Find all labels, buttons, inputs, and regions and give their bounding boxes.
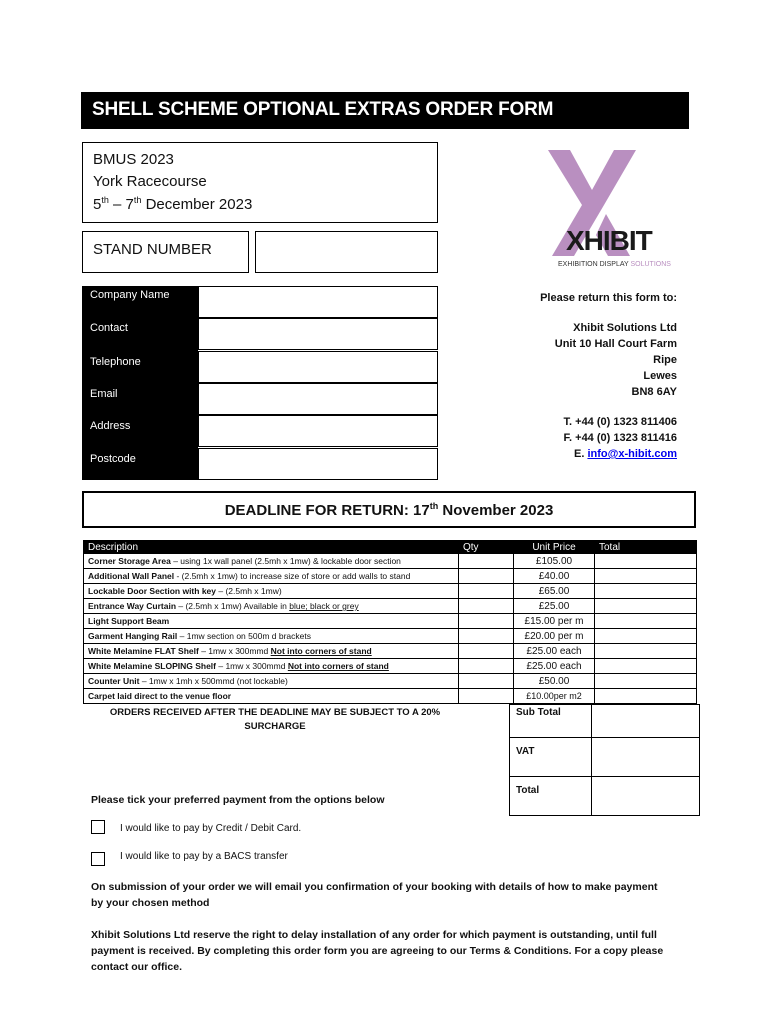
totals-table — [509, 704, 700, 816]
field-label: Email — [90, 388, 118, 400]
qty-input[interactable] — [459, 629, 514, 644]
event-dates: 5th – 7th December 2023 — [93, 195, 253, 213]
return-heading: Please return this form to: — [540, 292, 677, 304]
return-fax: F. +44 (0) 1323 811416 — [563, 432, 677, 444]
field-telephone — [82, 351, 438, 383]
total-input[interactable] — [595, 614, 697, 629]
table-row — [84, 644, 697, 659]
unit-price: £20.00 per m — [514, 629, 595, 644]
field-label: Telephone — [90, 356, 141, 368]
return-line: Xhibit Solutions Ltd — [573, 322, 677, 334]
unit-price: £25.00 each — [514, 644, 595, 659]
event-venue: York Racecourse — [93, 173, 207, 190]
deadline-box — [82, 491, 696, 528]
stand-number-label-box — [82, 231, 249, 273]
extras-table — [83, 540, 697, 704]
table-row — [84, 569, 697, 584]
qty-input[interactable] — [459, 659, 514, 674]
stand-number-label: STAND NUMBER — [93, 241, 212, 258]
table-row — [84, 674, 697, 689]
vat-label: VAT — [510, 738, 592, 777]
unit-price: £25.00 — [514, 599, 595, 614]
total-input[interactable] — [595, 554, 697, 569]
item-description: Light Support Beam — [84, 614, 459, 629]
telephone-input[interactable] — [198, 351, 438, 383]
grand-total-input[interactable] — [592, 777, 700, 816]
item-description: Corner Storage Area – using 1x wall panel (2.5mh x 1mw) & lockable door section — [84, 554, 459, 569]
item-description: Garment Hanging Rail – 1mw section on 500m d brackets — [84, 629, 459, 644]
pay-card-label: I would like to pay by Credit / Debit Card. — [120, 823, 302, 834]
pay-bacs-label: I would like to pay by a BACS transfer — [120, 851, 288, 862]
company-name-input[interactable] — [198, 286, 438, 318]
return-line: Ripe — [653, 354, 677, 366]
qty-input[interactable] — [459, 554, 514, 569]
table-row — [84, 689, 697, 704]
field-address — [82, 415, 438, 447]
contact-fields — [82, 286, 438, 480]
xhibit-logo — [540, 150, 680, 270]
pay-bacs-checkbox[interactable] — [91, 852, 105, 866]
table-row — [84, 584, 697, 599]
total-input[interactable] — [595, 569, 697, 584]
return-email-line: E. info@x-hibit.com — [573, 448, 677, 460]
surcharge-note: ORDERS RECEIVED AFTER THE DEADLINE MAY BE SUBJECT TO A 20% SURCHARGE — [109, 707, 441, 732]
event-name: BMUS 2023 — [93, 151, 174, 168]
event-info-box — [82, 142, 438, 223]
header-total: Total — [595, 541, 697, 554]
sub-total-input[interactable] — [592, 705, 700, 738]
header-unit-price: Unit Price — [514, 541, 595, 554]
return-line: Unit 10 Hall Court Farm — [554, 338, 677, 350]
pay-card-checkbox[interactable] — [91, 820, 105, 834]
table-row — [84, 599, 697, 614]
header-qty: Qty — [459, 541, 514, 554]
unit-price: £105.00 — [514, 554, 595, 569]
grand-total-label: Total — [510, 777, 592, 816]
header-description: Description — [84, 541, 459, 554]
item-description: White Melamine SLOPING Shelf – 1mw x 300mmd Not into corners of stand — [84, 659, 459, 674]
postcode-input[interactable] — [198, 448, 438, 480]
logo-tagline: EXHIBITION DISPLAY SOLUTIONS — [558, 261, 671, 268]
form-title-bar — [81, 92, 689, 129]
return-address — [457, 290, 677, 462]
field-label: Contact — [90, 322, 128, 334]
field-email — [82, 383, 438, 415]
qty-input[interactable] — [459, 689, 514, 704]
table-row — [84, 659, 697, 674]
table-row — [84, 554, 697, 569]
item-description: White Melamine FLAT Shelf – 1mw x 300mmd Not into corners of stand — [84, 644, 459, 659]
address-input[interactable] — [198, 415, 438, 447]
unit-price: £25.00 each — [514, 659, 595, 674]
unit-price: £50.00 — [514, 674, 595, 689]
return-telephone: T. +44 (0) 1323 811406 — [563, 416, 677, 428]
stand-number-input[interactable] — [255, 231, 438, 273]
qty-input[interactable] — [459, 614, 514, 629]
confirmation-note: On submission of your order we will email you confirmation of your booking with details of how to make payment by your chosen method — [91, 881, 658, 909]
item-description: Counter Unit – 1mw x 1mh x 500mmd (not lockable) — [84, 674, 459, 689]
item-description: Entrance Way Curtain – (2.5mh x 1mw) Available in blue; black or grey — [84, 599, 459, 614]
total-input[interactable] — [595, 689, 697, 704]
field-contact — [82, 318, 438, 350]
email-input[interactable] — [198, 383, 438, 415]
unit-price: £10.00per m2 — [514, 689, 595, 704]
return-line: Lewes — [643, 370, 677, 382]
field-label: Postcode — [90, 453, 136, 465]
item-description: Carpet laid direct to the venue floor — [84, 689, 459, 704]
table-row — [84, 614, 697, 629]
total-input[interactable] — [595, 584, 697, 599]
qty-input[interactable] — [459, 674, 514, 689]
return-line: BN8 6AY — [631, 386, 677, 398]
item-description: Additional Wall Panel - (2.5mh x 1mw) to increase size of store or add walls to stand — [84, 569, 459, 584]
total-input[interactable] — [595, 629, 697, 644]
form-title: SHELL SCHEME OPTIONAL EXTRAS ORDER FORM — [92, 99, 554, 120]
unit-price: £40.00 — [514, 569, 595, 584]
qty-input[interactable] — [459, 599, 514, 614]
total-input[interactable] — [595, 599, 697, 614]
logo-wordmark: XHIBIT — [566, 225, 652, 256]
unit-price: £15.00 per m — [514, 614, 595, 629]
deadline-text: DEADLINE FOR RETURN: 17th November 2023 — [224, 501, 554, 519]
table-row — [84, 629, 697, 644]
payment-heading: Please tick your preferred payment from the options below — [91, 794, 385, 806]
field-label: Company Name — [90, 289, 170, 301]
qty-input[interactable] — [459, 644, 514, 659]
field-postcode — [82, 448, 438, 480]
qty-input[interactable] — [459, 569, 514, 584]
item-description: Lockable Door Section with key – (2.5mh x 1mw) — [84, 584, 459, 599]
field-company-name — [82, 286, 438, 318]
contact-input[interactable] — [198, 318, 438, 350]
total-input[interactable] — [595, 674, 697, 689]
vat-input[interactable] — [592, 738, 700, 777]
email-link[interactable]: info@x-hibit.com — [587, 448, 677, 460]
field-label: Address — [90, 420, 131, 432]
total-input[interactable] — [595, 644, 697, 659]
table-header-row — [84, 541, 697, 554]
unit-price: £65.00 — [514, 584, 595, 599]
sub-total-label: Sub Total — [510, 705, 592, 738]
terms-note: Xhibit Solutions Ltd reserve the right to delay installation of any order for which payment is outstanding, until full payment is received. By completing this order form you are agreeing to our Terms & Conditions. For a copy please contact our office. — [91, 929, 664, 973]
qty-input[interactable] — [459, 584, 514, 599]
total-input[interactable] — [595, 659, 697, 674]
